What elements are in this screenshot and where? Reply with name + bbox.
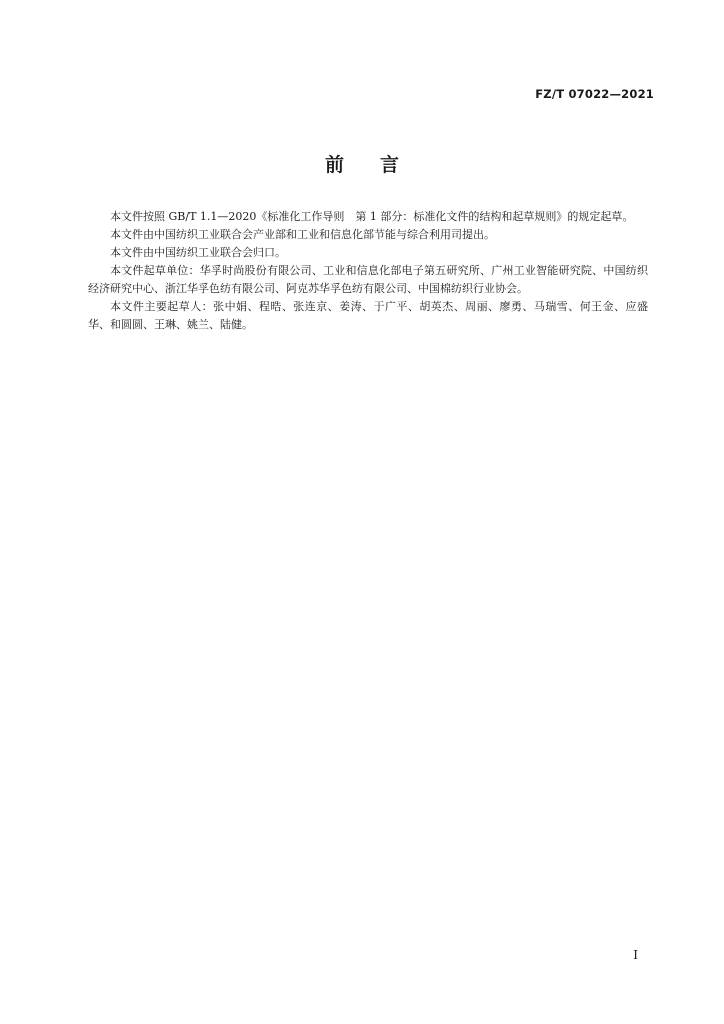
page-title: 前言 bbox=[324, 154, 435, 176]
foreword-body bbox=[88, 208, 648, 334]
paragraph-drafting-units: 本文件起草单位：华孚时尚股份有限公司、工业和信息化部电子第五研究所、广州工业智能研究院、中国纺织经济研究中心、浙江华孚色纺有限公司、阿克苏华孚色纺有限公司、中国棉纺织行业协会。 bbox=[88, 264, 648, 295]
paragraph-drafting-basis: 本文件按照 GB/T 1.1—2020《标准化工作导则 第 1 部分：标准化文件的结构和起草规则》的规定起草。 bbox=[110, 210, 634, 223]
paragraph-proposer: 本文件由中国纺织工业联合会产业部和工业和信息化部节能与综合利用司提出。 bbox=[110, 228, 495, 241]
standard-code: FZ/T 07022—2021 bbox=[535, 87, 654, 101]
page-number: I bbox=[633, 948, 638, 962]
paragraph-drafters: 本文件主要起草人：张中娟、程晧、张连京、姜涛、于广平、胡英杰、周丽、廖勇、马瑞雪、何王金、应盛华、和圆圆、王琳、姚兰、陆健。 bbox=[88, 300, 648, 331]
paragraph-administrator: 本文件由中国纺织工业联合会归口。 bbox=[110, 246, 286, 259]
